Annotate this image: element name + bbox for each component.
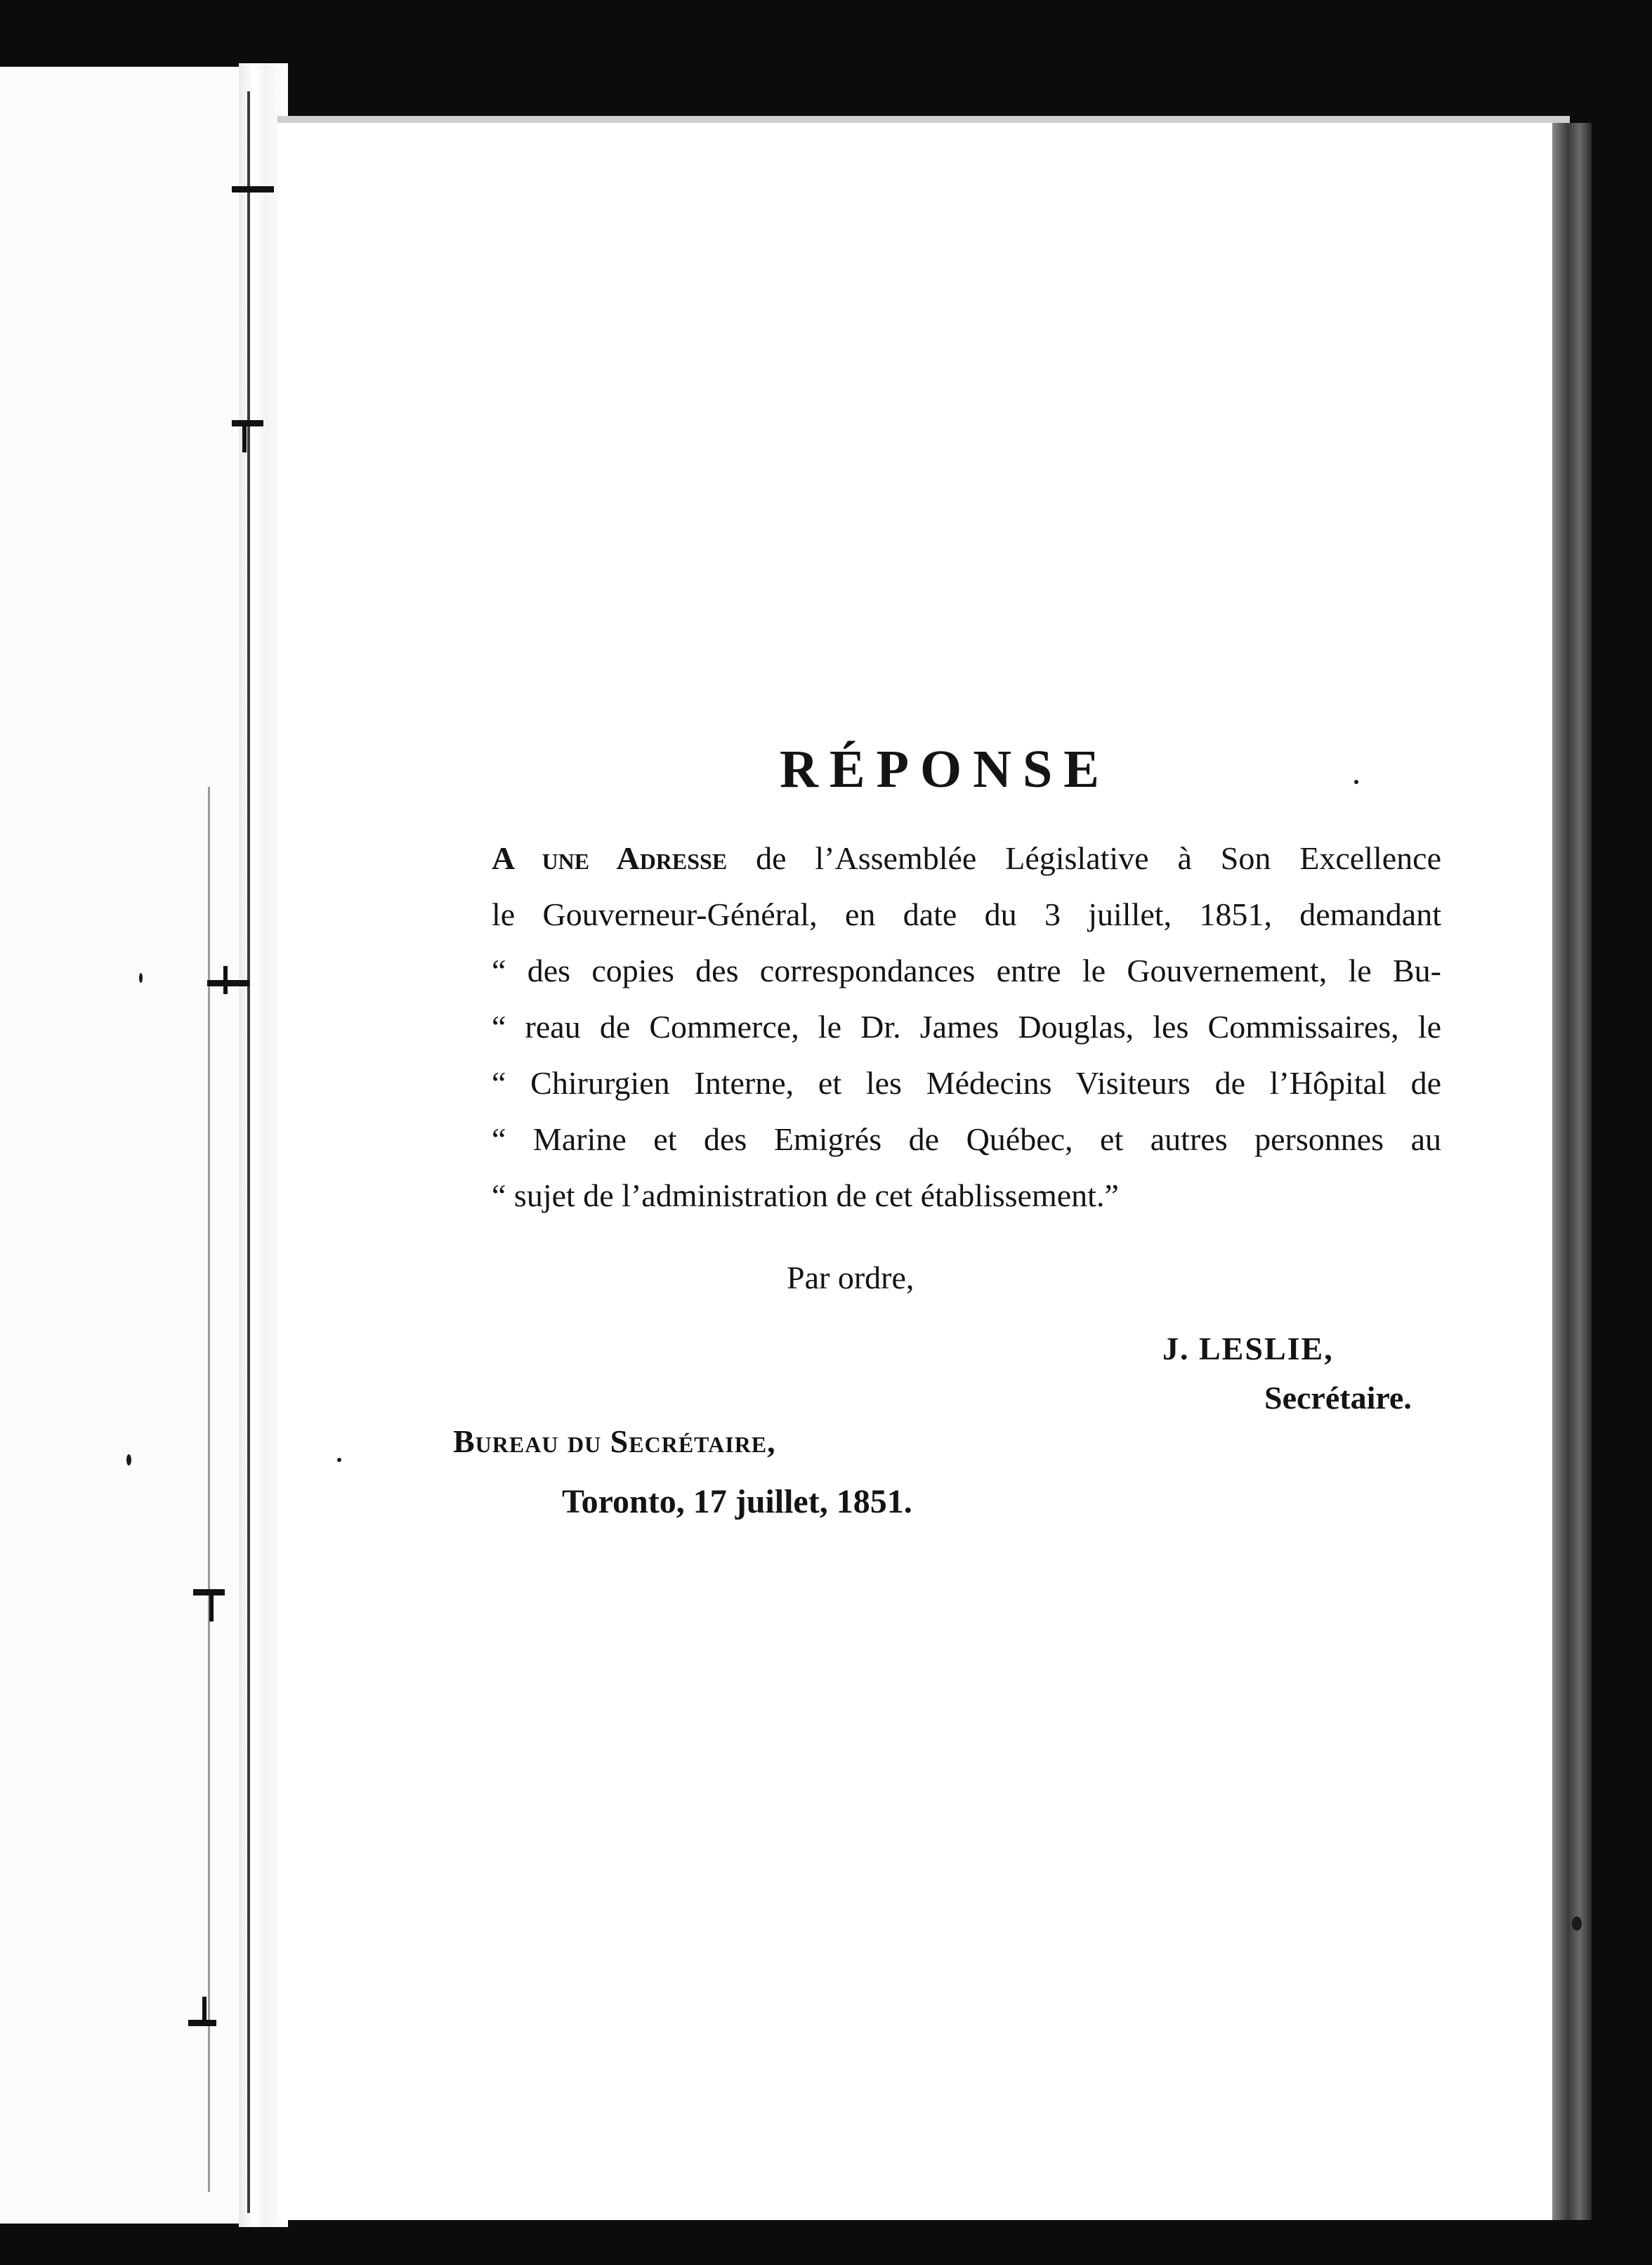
address-line-2: le Gouverneur-Général, en date du 3 juillet, 1851, demandant <box>492 896 1441 932</box>
scan-speck <box>1354 780 1358 784</box>
address-lead: A une Adresse <box>492 840 728 876</box>
gutter-shadow-line <box>208 787 210 2192</box>
binding-stitch <box>232 420 263 426</box>
scan-speck <box>126 1454 131 1466</box>
address-line <box>492 840 1441 877</box>
address-line-3: “ des copies des correspondances entre le Gouvernement, le Bu- <box>492 953 1441 988</box>
binding-stitch <box>223 966 228 994</box>
scan-speck <box>139 973 143 983</box>
page-fore-edge-shadow <box>1552 123 1592 2220</box>
office-name: Bureau du Secrétaire, <box>453 1423 776 1459</box>
address-line-4: “ reau de Commerce, le Dr. James Douglas, les Commissaires, le <box>492 1009 1441 1045</box>
signer-name: J. LESLIE, <box>1162 1331 1334 1366</box>
place-and-date: Toronto, 17 juillet, 1851. <box>562 1483 912 1520</box>
binding-stitch <box>209 1593 214 1621</box>
gutter-spine-line <box>247 91 250 2213</box>
scan-speck <box>337 1458 341 1462</box>
address-line-1: de l’Assemblée Législative à Son Excellence <box>756 840 1441 876</box>
signer-title: Secrétaire. <box>1264 1380 1412 1416</box>
address-line-6: “ Marine et des Emigrés de Québec, et autres personnes au <box>492 1121 1441 1157</box>
binding-stitch <box>232 186 274 192</box>
by-order-line: Par ordre, <box>787 1260 914 1295</box>
binding-stitch <box>207 980 249 986</box>
binding-stitch <box>202 1997 206 2025</box>
binding-stitch <box>242 424 247 452</box>
document-title: RÉPONSE <box>780 740 1110 799</box>
address-line-5: “ Chirurgien Interne, et les Médecins Visiteurs de l’Hôpital de <box>492 1065 1441 1101</box>
address-line-7: “ sujet de l’administration de cet établissement.” <box>492 1177 1119 1213</box>
scan-speck <box>1572 1917 1582 1931</box>
main-page <box>277 123 1580 2220</box>
